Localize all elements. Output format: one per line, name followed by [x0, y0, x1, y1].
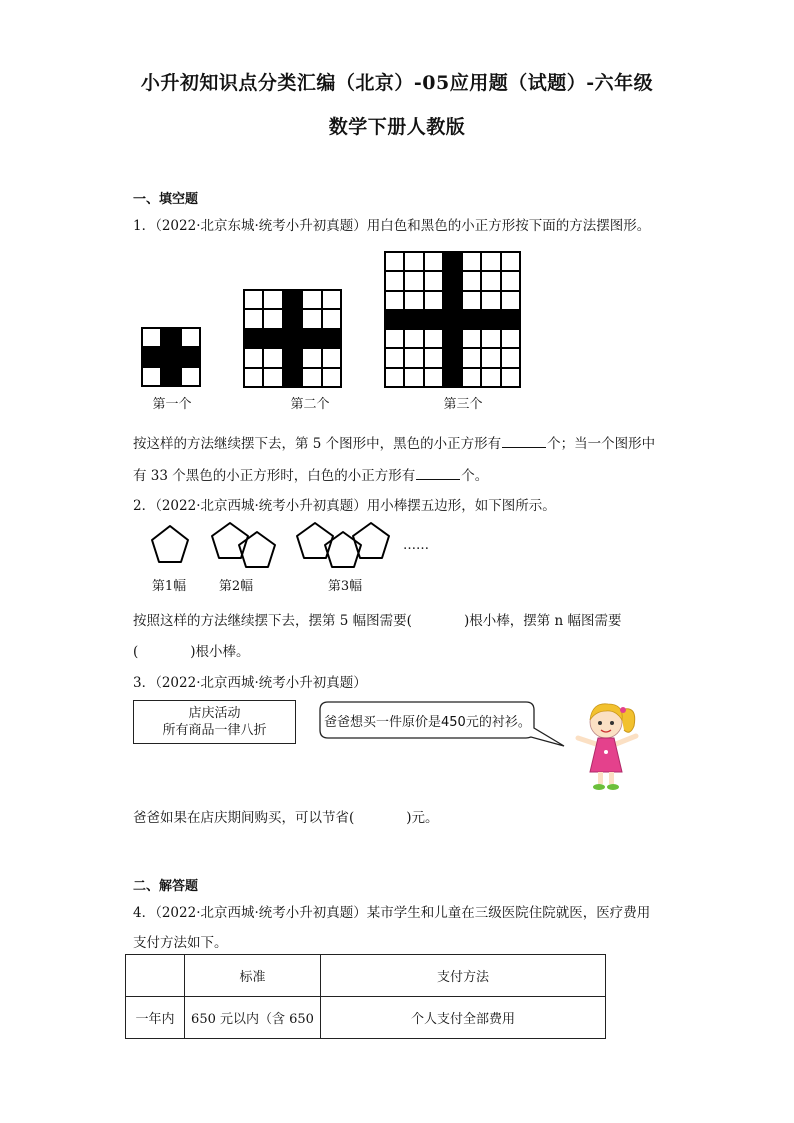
white-square: [424, 271, 443, 290]
white-square: [501, 291, 520, 310]
figure-2-grid: [243, 289, 342, 388]
q2-text-b: )根小棒，摆第 n 幅图需要: [463, 613, 622, 629]
speech-bubble-text: 爸爸想买一件原价是450元的衬衫。: [324, 715, 531, 730]
black-square: [443, 271, 462, 290]
white-square: [142, 367, 161, 386]
question-4-text-line2: 支付方法如下。: [133, 935, 228, 951]
table-cell: 650 元以内（含 650: [185, 997, 321, 1039]
figure-3-caption: 第三个: [443, 397, 483, 412]
table-header-cell: 标准: [185, 955, 321, 997]
black-square: [142, 347, 161, 366]
white-square: [501, 348, 520, 367]
white-square: [263, 290, 282, 309]
white-square: [263, 309, 282, 328]
q2-text-c: (: [133, 644, 139, 660]
white-square: [462, 329, 481, 348]
white-square: [385, 329, 404, 348]
white-square: [481, 329, 500, 348]
table-row: [126, 997, 606, 1039]
black-square: [283, 309, 302, 328]
black-square: [283, 329, 302, 348]
white-square: [181, 367, 200, 386]
white-square: [385, 291, 404, 310]
pentagon-figures: [140, 518, 410, 578]
white-square: [404, 291, 423, 310]
pentagon-caption-3: 第3幅: [327, 579, 363, 594]
black-square: [462, 310, 481, 329]
white-square: [424, 368, 443, 387]
table-header-cell: 支付方法: [321, 955, 606, 997]
white-square: [501, 368, 520, 387]
white-square: [302, 368, 321, 387]
black-square: [161, 328, 180, 347]
black-square: [501, 310, 520, 329]
white-square: [404, 329, 423, 348]
black-square: [404, 310, 423, 329]
answer-blank-1[interactable]: [502, 446, 546, 448]
white-square: [462, 291, 481, 310]
table-cell: 个人支付全部费用: [321, 997, 606, 1039]
white-square: [462, 368, 481, 387]
white-square: [481, 271, 500, 290]
white-square: [385, 271, 404, 290]
question-3-text: [133, 806, 439, 826]
figure-1-grid: [141, 327, 201, 387]
black-square: [424, 310, 443, 329]
white-square: [385, 252, 404, 271]
q3-text-b: )元。: [406, 810, 439, 826]
figure-1-caption: 第一个: [152, 397, 192, 412]
pentagon-caption-1: 第1幅: [151, 579, 187, 594]
white-square: [404, 348, 423, 367]
white-square: [244, 309, 263, 328]
white-square: [481, 368, 500, 387]
white-square: [424, 291, 443, 310]
answer-blank-2[interactable]: [416, 478, 460, 480]
continuation-dots: ……: [403, 538, 429, 553]
page-title-line2: 数学下册人教版: [328, 116, 466, 138]
white-square: [481, 252, 500, 271]
white-square: [263, 368, 282, 387]
black-square: [161, 347, 180, 366]
white-square: [263, 348, 282, 367]
figure-2-caption: 第二个: [290, 397, 330, 412]
black-square: [283, 290, 302, 309]
white-square: [244, 368, 263, 387]
q1-text-d: 个。: [461, 468, 489, 484]
white-square: [481, 291, 500, 310]
white-square: [322, 368, 341, 387]
black-square: [263, 329, 282, 348]
table-cell: 一年内: [126, 997, 185, 1039]
black-square: [181, 347, 200, 366]
white-square: [385, 368, 404, 387]
question-1-text-line2: [133, 464, 488, 484]
white-square: [462, 348, 481, 367]
black-square: [385, 310, 404, 329]
payment-table: [125, 954, 606, 1039]
question-3-stem: 3．（2022·北京西城·统考小升初真题）: [133, 675, 367, 691]
pentagon-fig3-b: [325, 532, 361, 567]
q3-text-a: 爸爸如果在店庆期间购买，可以节省(: [133, 810, 355, 826]
table-header-cell: [126, 955, 185, 997]
question-2-text-line1: [133, 609, 622, 629]
white-square: [302, 309, 321, 328]
white-square: [424, 348, 443, 367]
store-notice-box: [133, 700, 296, 744]
q1-text-c: 有 33 个黑色的小正方形时，白色的小正方形有: [133, 468, 416, 484]
black-square: [443, 368, 462, 387]
white-square: [404, 252, 423, 271]
white-square: [424, 329, 443, 348]
white-square: [481, 348, 500, 367]
white-square: [424, 252, 443, 271]
white-square: [181, 328, 200, 347]
black-square: [443, 329, 462, 348]
white-square: [404, 368, 423, 387]
black-square: [283, 368, 302, 387]
pentagon-caption-2: 第2幅: [218, 579, 254, 594]
white-square: [244, 290, 263, 309]
black-square: [443, 252, 462, 271]
black-square: [481, 310, 500, 329]
white-square: [302, 348, 321, 367]
white-square: [462, 271, 481, 290]
q2-text-a: 按照这样的方法继续摆下去，摆第 5 幅图需要(: [133, 613, 412, 629]
black-square: [443, 348, 462, 367]
q2-text-d: )根小棒。: [190, 644, 250, 660]
white-square: [501, 271, 520, 290]
question-1-stem: 1．（2022·北京东城·统考小升初真题）用白色和黑色的小正方形按下面的方法摆图形。: [133, 218, 651, 234]
notice-line-2: 所有商品一律八折: [162, 723, 267, 738]
question-2-text-line2: [133, 640, 250, 660]
table-header-row: [126, 955, 606, 997]
q1-text-b: 个；当一个图形中: [547, 436, 656, 452]
white-square: [244, 348, 263, 367]
section-heading-solve: 二、解答题: [133, 879, 199, 894]
notice-line-1: 店庆活动: [188, 706, 241, 721]
white-square: [385, 348, 404, 367]
white-square: [462, 252, 481, 271]
white-square: [501, 329, 520, 348]
white-square: [322, 290, 341, 309]
page-title: 小升初知识点分类汇编（北京）-05应用题（试题）-六年级: [140, 72, 654, 94]
pentagon-fig3-c: [353, 523, 389, 558]
figure-3-grid: [384, 251, 521, 388]
black-square: [443, 310, 462, 329]
black-square: [302, 329, 321, 348]
black-square: [283, 348, 302, 367]
white-square: [501, 252, 520, 271]
q1-text-a: 按这样的方法继续摆下去，第 5 个图形中，黑色的小正方形有: [133, 436, 502, 452]
pentagon-fig1: [152, 526, 188, 562]
girl-illustration: [568, 696, 646, 796]
question-4-text-line1: 4．（2022·北京西城·统考小升初真题）某市学生和儿童在三级医院住院就医，医疗费用: [133, 905, 651, 921]
white-square: [142, 328, 161, 347]
white-square: [404, 271, 423, 290]
section-heading-fill-blank: 一、填空题: [133, 192, 199, 207]
black-square: [244, 329, 263, 348]
white-square: [322, 348, 341, 367]
pentagon-fig2-a: [212, 523, 248, 558]
question-1-text-line1: [133, 432, 655, 452]
question-2-stem: 2．（2022·北京西城·统考小升初真题）用小棒摆五边形，如下图所示。: [133, 498, 556, 514]
black-square: [322, 329, 341, 348]
black-square: [161, 367, 180, 386]
white-square: [322, 309, 341, 328]
black-square: [443, 291, 462, 310]
white-square: [302, 290, 321, 309]
